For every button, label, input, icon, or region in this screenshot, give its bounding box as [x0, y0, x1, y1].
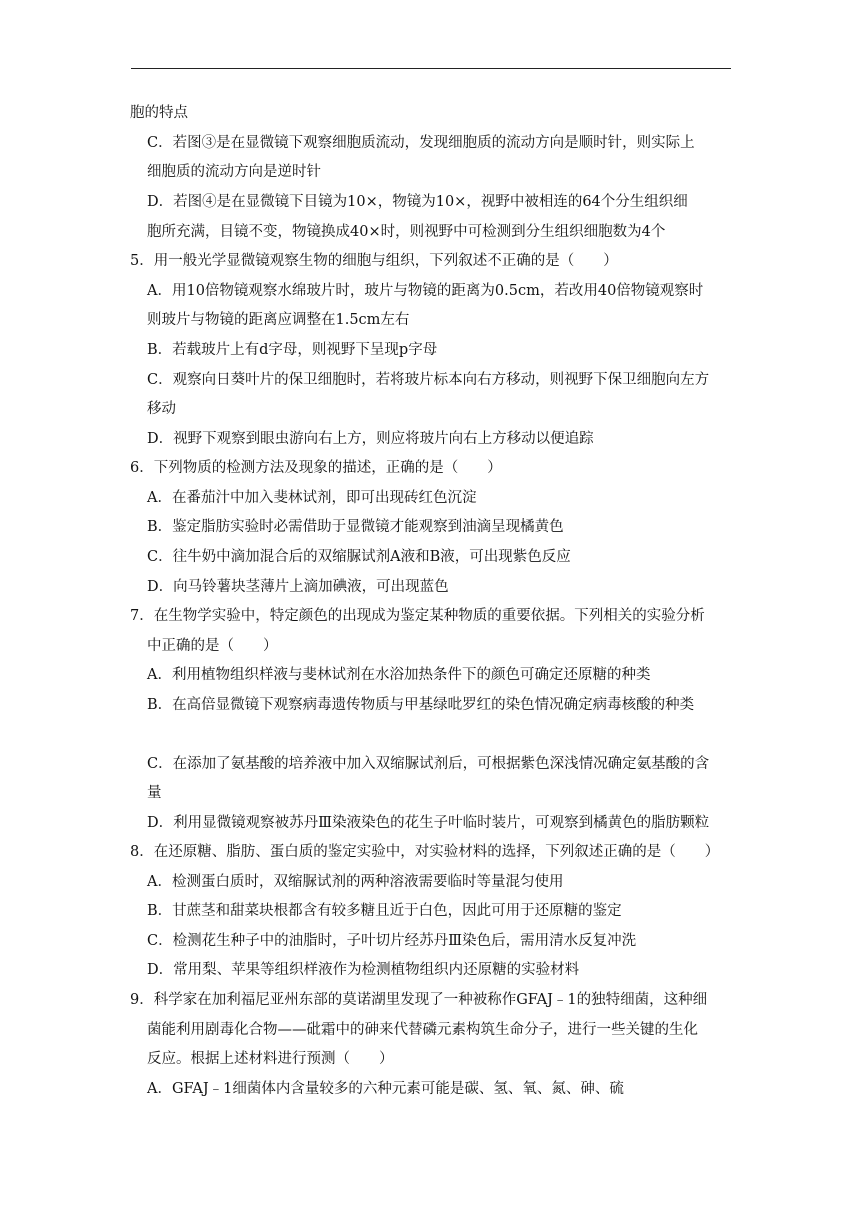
text-line: 胞的特点 — [130, 105, 188, 121]
option-c-line: C．检测花生种子中的油脂时，子叶切片经苏丹Ⅲ染色后，需用清水反复冲洗 — [147, 933, 637, 949]
question-6: 6．下列物质的检测方法及现象的描述，正确的是（ ） — [130, 460, 502, 476]
header-rule — [131, 68, 731, 69]
option-d-line: D．向马铃薯块茎薄片上滴加碘液，可出现蓝色 — [147, 579, 449, 595]
option-c-line: C．在添加了氨基酸的培养液中加入双缩脲试剂后，可根据紫色深浅情况确定氨基酸的含 — [147, 756, 710, 772]
option-a-line: A．在番茄汁中加入斐林试剂，即可出现砖红色沉淀 — [147, 490, 477, 506]
option-d-line: D．若图④是在显微镜下目镜为10×，物镜为10×，视野中被相连的64个分生组织细 — [147, 194, 688, 210]
option-a-line: A．用10倍物镜观察水绵玻片时，玻片与物镜的距离为0.5cm，若改用40倍物镜观察时 — [147, 283, 704, 299]
question-7: 7．在生物学实验中，特定颜色的出现成为鉴定某种物质的重要依据。下列相关的实验分析 — [130, 608, 705, 624]
text-line: 则玻片与物镜的距离应调整在1.5cm左右 — [147, 312, 410, 328]
option-a-line: A．GFAJ﹣1细菌体内含量较多的六种元素可能是碳、氢、氧、氮、砷、硫 — [147, 1081, 624, 1097]
option-b-line: B．鉴定脂肪实验时必需借助于显微镜才能观察到油滴呈现橘黄色 — [147, 519, 564, 535]
question-5: 5．用一般光学显微镜观察生物的细胞与组织，下列叙述不正确的是（ ） — [130, 253, 618, 269]
option-c-line: C．往牛奶中滴加混合后的双缩脲试剂A液和B液，可出现紫色反应 — [147, 549, 571, 565]
option-b-line: B．若载玻片上有d字母，则视野下呈现p字母 — [147, 342, 438, 358]
option-c-line: C．若图③是在显微镜下观察细胞质流动，发现细胞质的流动方向是顺时针，则实际上 — [147, 135, 695, 151]
text-line: 菌能利用剧毒化合物——砒霜中的砷来代替磷元素构筑生命分子，进行一些关键的生化 — [147, 1022, 698, 1038]
option-a-line: A．利用植物组织样液与斐林试剂在水浴加热条件下的颜色可确定还原糖的种类 — [147, 667, 651, 683]
text-line: 量 — [147, 785, 162, 801]
option-c-line: C．观察向日葵叶片的保卫细胞时，若将玻片标本向右方移动，则视野下保卫细胞向左方 — [147, 372, 710, 388]
option-d-line: D．视野下观察到眼虫游向右上方，则应将玻片向右上方移动以便追踪 — [147, 431, 594, 447]
question-8: 8．在还原糖、脂肪、蛋白质的鉴定实验中，对实验材料的选择，下列叙述正确的是（ ） — [130, 844, 720, 860]
option-d-line: D．利用显微镜观察被苏丹Ⅲ染液染色的花生子叶临时装片，可观察到橘黄色的脂肪颗粒 — [147, 815, 710, 831]
question-9: 9．科学家在加利福尼亚州东部的莫诺湖里发现了一种被称作GFAJ﹣1的独特细菌，这种细 — [130, 992, 708, 1008]
option-b-line: B．甘蔗茎和甜菜块根都含有较多糖且近于白色，因此可用于还原糖的鉴定 — [147, 903, 622, 919]
text-line: 胞所充满，目镜不变，物镜换成40×时，则视野中可检测到分生组织细胞数为4个 — [147, 224, 666, 240]
text-line: 中正确的是（ ） — [147, 638, 278, 654]
option-a-line: A．检测蛋白质时，双缩脲试剂的两种溶液需要临时等量混匀使用 — [147, 874, 564, 890]
option-b-line: B．在高倍显微镜下观察病毒遗传物质与甲基绿吡罗红的染色情况确定病毒核酸的种类 — [147, 697, 695, 713]
text-line: 细胞质的流动方向是逆时针 — [147, 164, 321, 180]
text-line: 反应。根据上述材料进行预测（ ） — [147, 1051, 394, 1067]
text-line: 移动 — [147, 401, 176, 417]
option-d-line: D．常用梨、苹果等组织样液作为检测植物组织内还原糖的实验材料 — [147, 962, 580, 978]
